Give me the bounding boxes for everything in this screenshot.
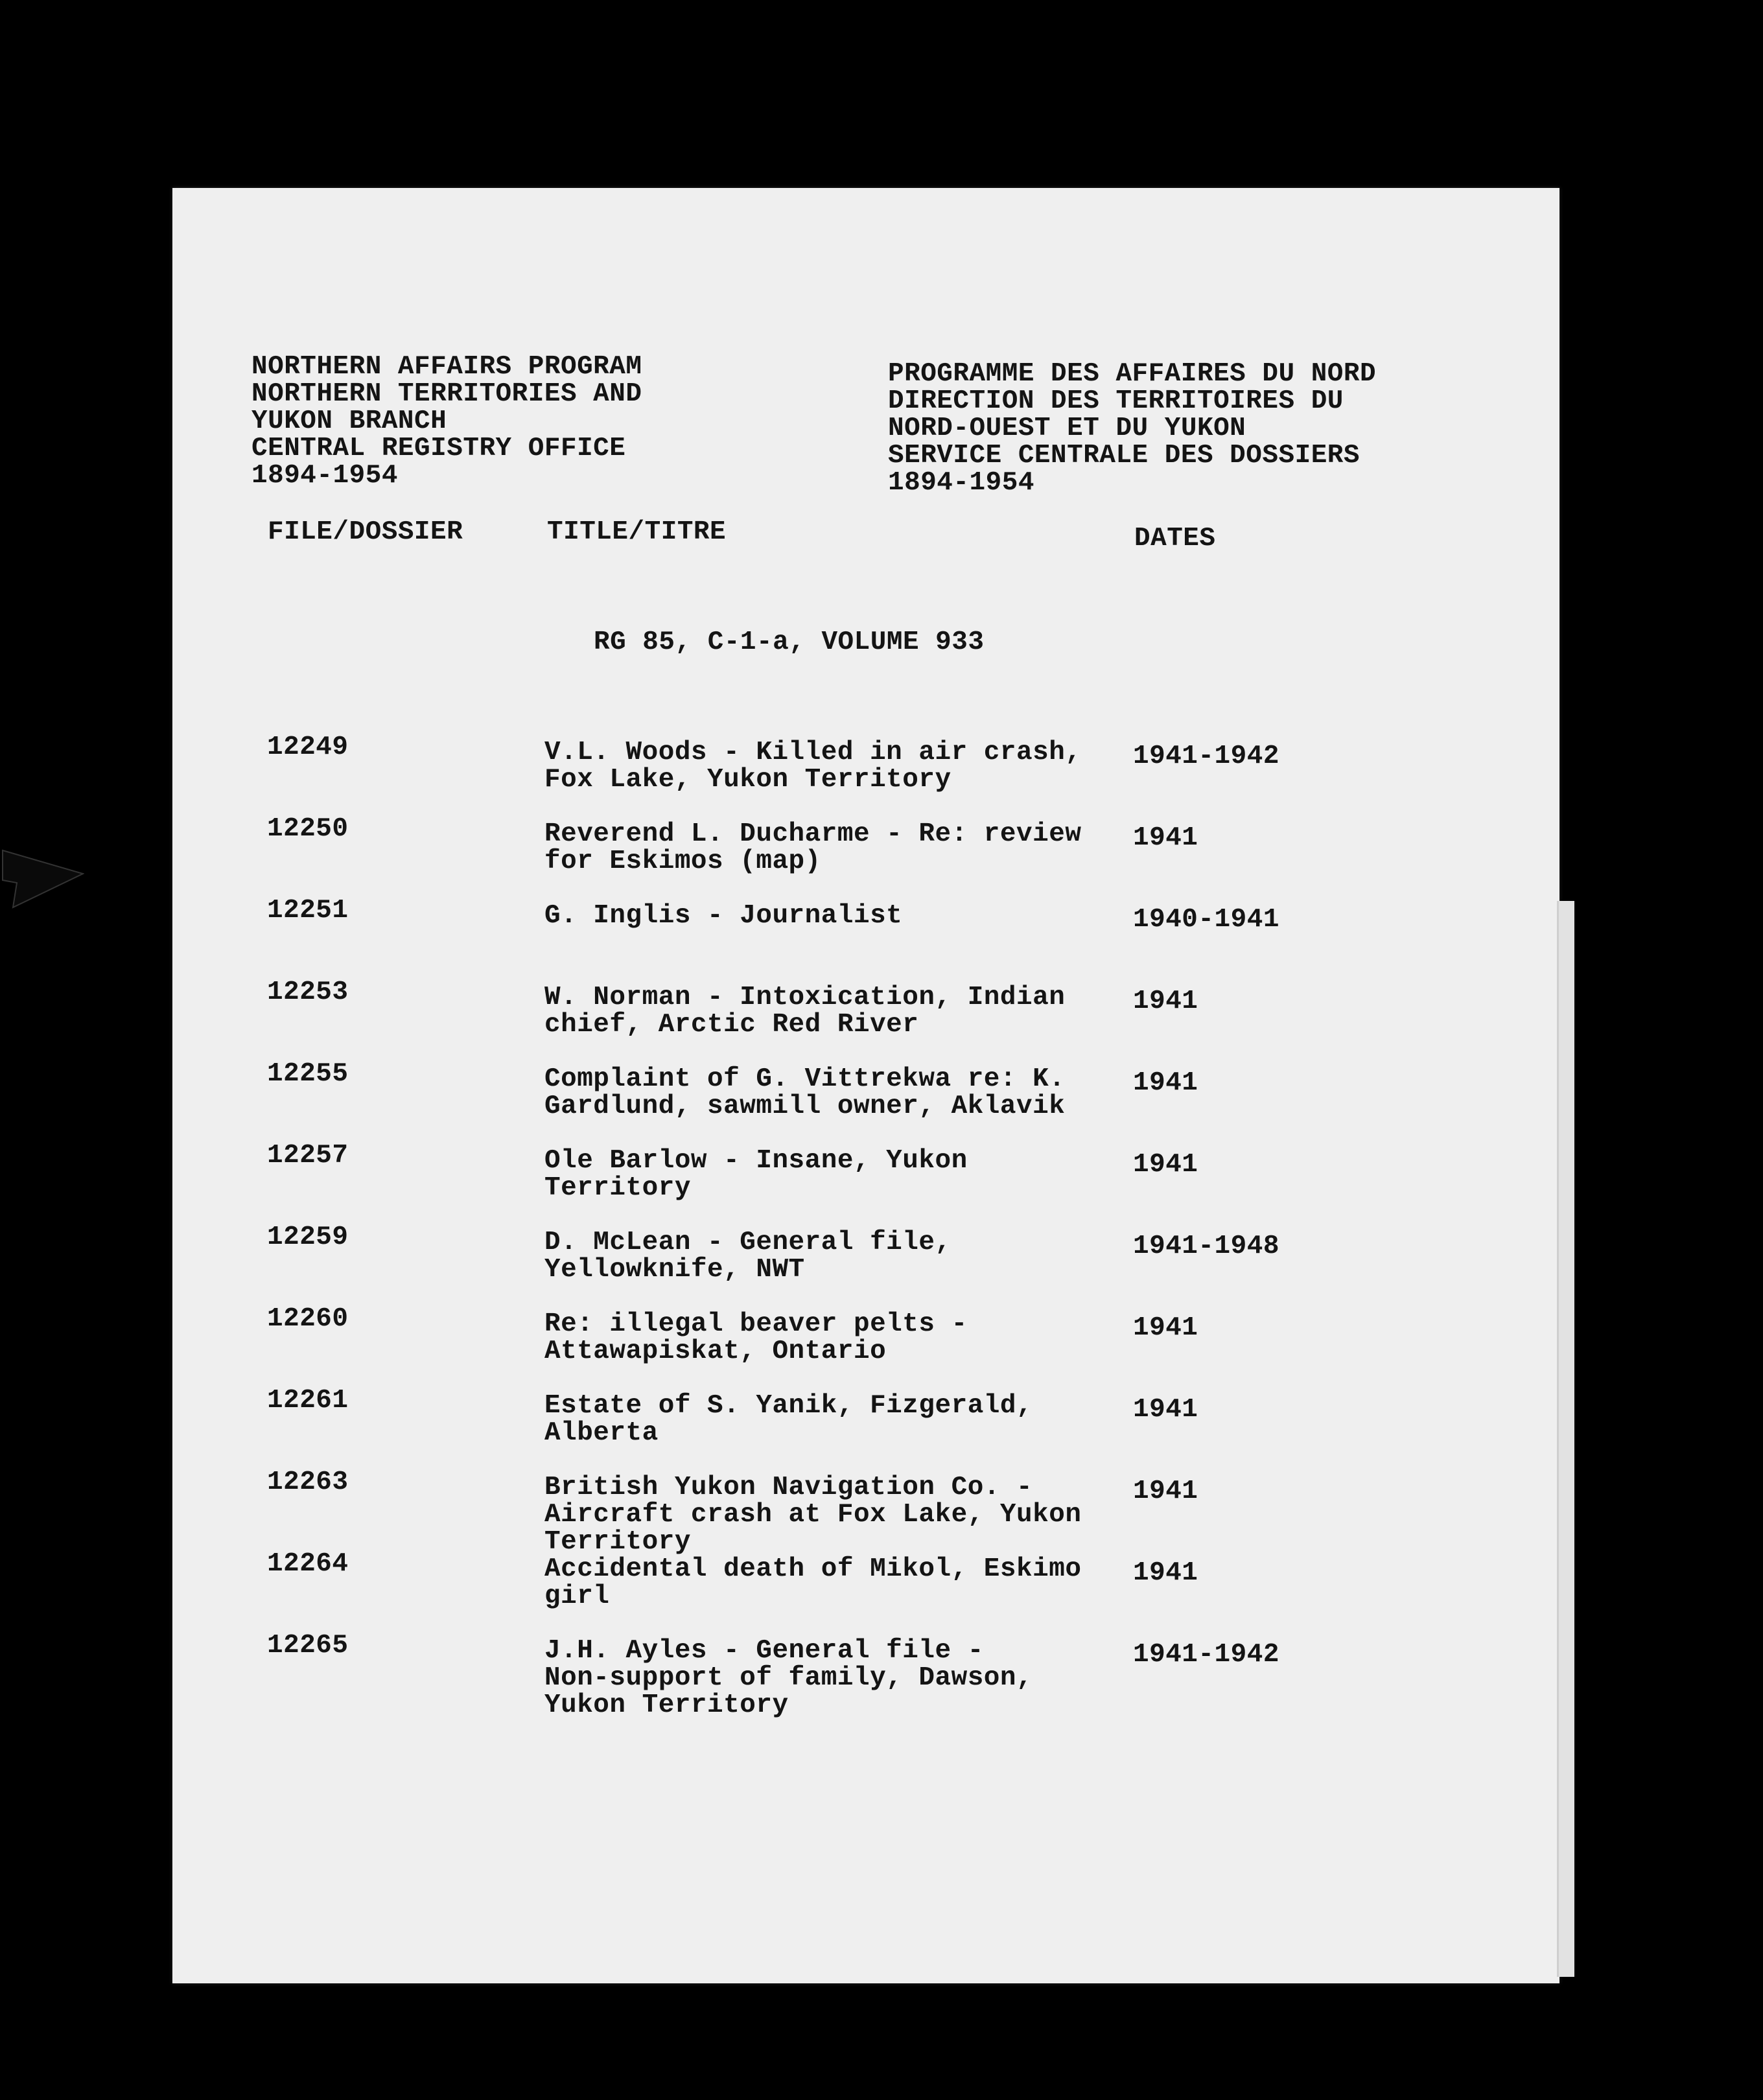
file-number: 12261 — [267, 1386, 349, 1416]
file-dates: 1941 — [1133, 1476, 1198, 1506]
file-number: 12263 — [267, 1467, 349, 1497]
file-title-line: Ole Barlow - Insane, Yukon — [544, 1146, 968, 1176]
file-title-line: Non-support of family, Dawson, — [544, 1663, 1033, 1693]
file-title-line: Fox Lake, Yukon Territory — [544, 765, 952, 795]
header-line: YUKON BRANCH — [251, 406, 447, 436]
header-line: PROGRAMME DES AFFAIRES DU NORD — [888, 359, 1377, 389]
file-dates: 1941 — [1133, 1313, 1198, 1343]
file-title — [544, 902, 902, 929]
page-tab-edge — [1557, 901, 1574, 1977]
volume-heading: RG 85, C-1-a, VOLUME 933 — [594, 627, 985, 657]
file-title-line: Re: illegal beaver pelts - — [544, 1309, 968, 1339]
file-title-line: Yellowknife, NWT — [544, 1255, 805, 1285]
file-title-line: J.H. Ayles - General file - — [544, 1636, 984, 1666]
file-title-line: Complaint of G. Vittrekwa re: K. — [544, 1064, 1066, 1094]
header-english — [251, 353, 642, 489]
file-title-line: Territory — [544, 1173, 691, 1203]
file-number: 12251 — [267, 896, 349, 926]
file-dates: 1941 — [1133, 1395, 1198, 1425]
file-title — [544, 821, 1081, 875]
file-title-line: Alberta — [544, 1418, 659, 1448]
file-title — [544, 1392, 1033, 1447]
header-line: 1894-1954 — [251, 461, 398, 491]
file-title-line: for Eskimos (map) — [544, 846, 821, 876]
file-number: 12265 — [267, 1631, 349, 1661]
column-header-dates: DATES — [1134, 524, 1216, 554]
file-number: 12259 — [267, 1222, 349, 1252]
file-dates: 1941-1942 — [1133, 1640, 1279, 1670]
file-title — [544, 1147, 968, 1202]
file-title-line: Territory — [544, 1527, 691, 1557]
file-dates: 1941 — [1133, 823, 1198, 853]
header-line: DIRECTION DES TERRITOIRES DU — [888, 386, 1344, 416]
file-number: 12249 — [267, 732, 349, 762]
file-number: 12250 — [267, 814, 349, 844]
file-title-line: Yukon Territory — [544, 1690, 789, 1720]
file-number: 12264 — [267, 1549, 349, 1579]
file-title-line: G. Inglis - Journalist — [544, 901, 903, 931]
file-dates: 1941 — [1133, 1150, 1198, 1180]
file-title-line: Accidental death of Mikol, Eskimo — [544, 1554, 1082, 1584]
file-number: 12257 — [267, 1141, 349, 1171]
file-title — [544, 984, 1065, 1038]
file-title — [544, 1311, 968, 1365]
header-line: 1894-1954 — [888, 468, 1034, 498]
file-title-line: chief, Arctic Red River — [544, 1010, 919, 1040]
file-number: 12253 — [267, 977, 349, 1007]
file-title — [544, 1556, 1081, 1610]
file-title — [544, 1229, 952, 1283]
file-title-line: V.L. Woods - Killed in air crash, — [544, 738, 1082, 767]
file-title-line: Estate of S. Yanik, Fizgerald, — [544, 1391, 1033, 1421]
file-title-line: W. Norman - Intoxication, Indian — [544, 983, 1066, 1012]
file-dates: 1941 — [1133, 986, 1198, 1016]
file-number: 12260 — [267, 1304, 349, 1334]
file-title-line: girl — [544, 1581, 610, 1611]
file-dates: 1941-1942 — [1133, 741, 1279, 771]
column-header-title: TITLE/TITRE — [547, 517, 727, 547]
arrow-pointer-icon — [0, 837, 84, 909]
file-number: 12255 — [267, 1059, 349, 1089]
file-title — [544, 739, 1081, 793]
header-line: NORTHERN TERRITORIES AND — [251, 379, 642, 409]
file-title — [544, 1474, 1081, 1556]
file-title — [544, 1066, 1065, 1120]
file-dates: 1941-1948 — [1133, 1231, 1279, 1261]
file-title-line: Attawapiskat, Ontario — [544, 1336, 887, 1366]
header-line: SERVICE CENTRALE DES DOSSIERS — [888, 441, 1360, 471]
document-page — [172, 188, 1559, 1983]
file-title — [544, 1637, 1033, 1719]
file-title-line: Aircraft crash at Fox Lake, Yukon — [544, 1500, 1082, 1530]
header-line: CENTRAL REGISTRY OFFICE — [251, 434, 626, 463]
file-title-line: D. McLean - General file, — [544, 1228, 952, 1257]
file-title-line: Reverend L. Ducharme - Re: review — [544, 819, 1082, 849]
file-title-line: Gardlund, sawmill owner, Aklavik — [544, 1091, 1066, 1121]
file-dates: 1941 — [1133, 1558, 1198, 1588]
header-french — [888, 360, 1376, 496]
file-dates: 1941 — [1133, 1068, 1198, 1098]
file-dates: 1940-1941 — [1133, 905, 1279, 935]
column-header-file: FILE/DOSSIER — [268, 517, 463, 547]
file-title-line: British Yukon Navigation Co. - — [544, 1473, 1033, 1502]
header-line: NORTHERN AFFAIRS PROGRAM — [251, 352, 642, 382]
header-line: NORD-OUEST ET DU YUKON — [888, 414, 1246, 443]
